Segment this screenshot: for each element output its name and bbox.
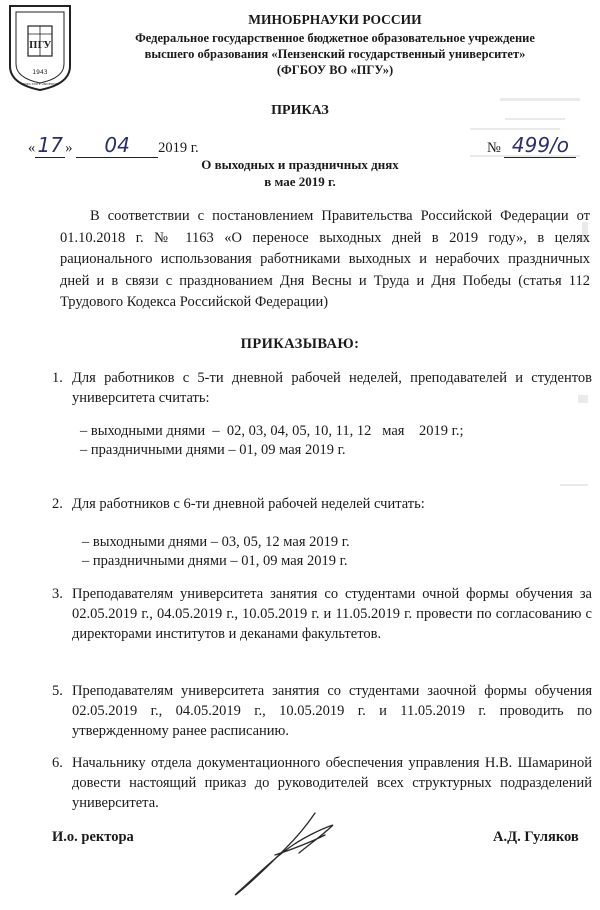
institution-line-2: высшего образования «Пензенский государственный университет» xyxy=(144,47,526,61)
signatory-name: А.Д. Гуляков xyxy=(493,829,579,845)
number-value: 499/о xyxy=(504,133,576,158)
ministry-name: МИНОБРНАУКИ РОССИИ xyxy=(248,12,422,27)
item-text: Преподавателям университета занятия со студентами очной формы обучения за 02.05.2019 г., 04.05.2019 г., 10.05.2019 г. и 11.05.2019 г. провести по согласованию с директорами институтов и деканами факультетов. xyxy=(72,586,592,642)
item-text: Для работников с 6-ти дневной рабочей неделей считать: xyxy=(72,496,425,512)
date-open-quote: « xyxy=(28,140,36,156)
subject-line-1: О выходных и праздничных днях xyxy=(201,157,399,172)
order-item-1 xyxy=(52,368,592,408)
item-2-holidays: – праздничными днями – 01, 09 мая 2019 г. xyxy=(82,553,348,569)
item-1-weekend-days: – выходными днями – 02, 03, 04, 05, 10, 11, 12 мая 2019 г.; xyxy=(80,423,464,439)
item-number: 6. xyxy=(52,755,63,771)
institution-line-1: Федеральное государственное бюджетное образовательное учреждение xyxy=(135,31,535,45)
date-year: 2019 г. xyxy=(158,140,199,156)
item-1-holidays: – праздничными днями – 01, 09 мая 2019 г. xyxy=(80,442,346,458)
intro-paragraph: В соответствии с постановлением Правительства Российской Федерации от 01.10.2018 г. № 1163 «О переносе выходных дней в 2019 году», в целях рационального использования работниками выходных и нерабочих праздничных дней и в связи с празднованием Дня Весны и Труда и Дня Победы (статья 112 Трудового Кодекса Российской Федерации) xyxy=(60,208,590,310)
date-month: 04 xyxy=(76,133,158,158)
item-number: 1. xyxy=(52,370,63,386)
order-heading: ПРИКАЗЫВАЮ: xyxy=(240,336,360,352)
date-day: 17 xyxy=(35,133,65,158)
order-date xyxy=(28,133,199,158)
number-prefix: № xyxy=(487,140,501,156)
item-number: 5. xyxy=(52,683,63,699)
logo-year: 1943 xyxy=(32,69,48,76)
institution-abbrev: (ФГБОУ ВО «ПГУ») xyxy=(276,63,394,77)
item-text: Начальнику отдела документационного обеспечения управления Н.В. Шамариной довести настоящий приказ до руководителей всех структурных подразделений университета. xyxy=(72,755,592,811)
university-logo xyxy=(2,4,78,92)
order-item-3 xyxy=(52,584,592,644)
university-seal-icon xyxy=(2,4,78,92)
item-number: 2. xyxy=(52,496,63,512)
order-subject xyxy=(0,156,600,190)
subject-line-2: в мае 2019 г. xyxy=(264,174,336,189)
order-item-6 xyxy=(52,753,592,813)
order-number xyxy=(487,133,576,158)
item-text: Для работников с 5-ти дневной рабочей неделей, преподавателей и студентов университета считать: xyxy=(72,370,592,406)
logo-initials: ПГУ xyxy=(28,41,52,51)
signatory-role: И.о. ректора xyxy=(52,829,134,845)
date-close-quote: » xyxy=(65,140,73,156)
item-2-weekend-days: – выходными днями – 03, 05, 12 мая 2019 г. xyxy=(82,534,350,550)
logo-caption: PENZA STATE UNIVERSITY xyxy=(20,82,60,86)
order-item-5 xyxy=(52,681,592,741)
handwritten-signature xyxy=(215,805,365,905)
order-item-2 xyxy=(52,494,592,514)
item-text: Преподавателям университета занятия со студентами заочной формы обучения 02.05.2019 г., 04.05.2019 г., 10.05.2019 г. и 11.05.2019 г. проводить по утвержденному ранее расписанию. xyxy=(72,683,592,739)
item-number: 3. xyxy=(52,586,63,602)
document-type: ПРИКАЗ xyxy=(271,103,329,118)
